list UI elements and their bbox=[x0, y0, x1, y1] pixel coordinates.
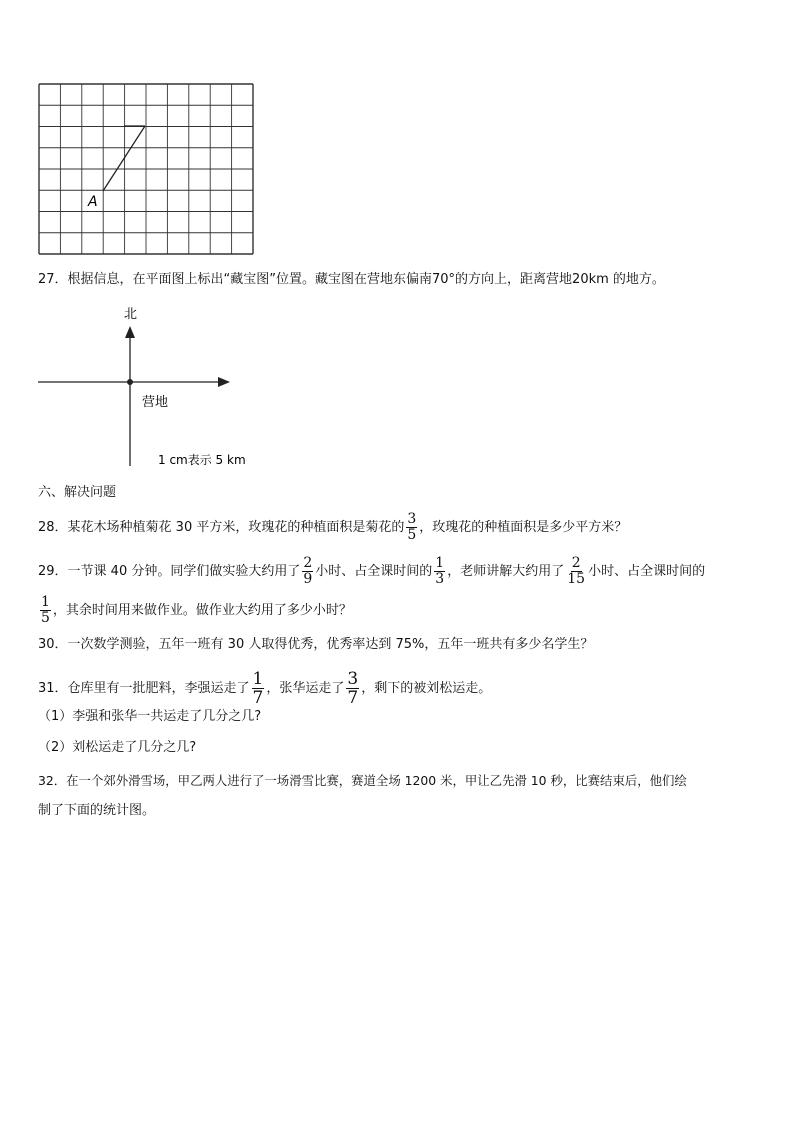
grid-segment-diagonal bbox=[103, 126, 145, 191]
section-title: 六、解决问题 bbox=[38, 485, 117, 500]
origin-point bbox=[127, 379, 133, 385]
fraction-1-5: $\frac{1}{5}$ bbox=[41, 594, 50, 626]
grid-lines bbox=[39, 84, 253, 254]
question-27: 27．根据信息，在平面图上标出“藏宝图”位置。藏宝图在营地东偏南70°的方向上，距离营地20km 的地方。 bbox=[38, 272, 665, 287]
grid-figure bbox=[38, 83, 254, 255]
compass-figure bbox=[36, 302, 256, 470]
grid-svg bbox=[38, 83, 254, 255]
scale-label: 1 cm表示 5 km bbox=[158, 453, 246, 467]
question-29-line-2: $\frac{1}{5}$ ，其余时间用来做作业。做作业大约用了多少小时？ bbox=[41, 594, 352, 626]
fraction-2-15: $\frac{2}{15}$ bbox=[567, 555, 586, 587]
question-28 bbox=[38, 512, 627, 543]
q28-text-2: ，玫瑰花的种植面积是多少平方米？ bbox=[419, 520, 628, 535]
east-arrow-head bbox=[218, 377, 230, 387]
q28-text-1: 28．某花木场种植菊花 30 平方米，玫瑰花的种植面积是菊花的 bbox=[38, 520, 405, 535]
question-31: 31．仓库里有一批肥料，李强运走了 $\frac{1}{7}$ ，张华运走了 $\frac{3}{7}$ ，剩下的被刘松运走。 bbox=[38, 669, 492, 708]
fraction-3-7: $\frac{3}{7}$ bbox=[347, 669, 359, 708]
question-31-sub-1: （1）李强和张华一共运走了几分之几? bbox=[38, 709, 262, 724]
question-30: 30．一次数学测验，五年一班有 30 人取得优秀，优秀率达到 75%，五年一班共有多少名学生？ bbox=[38, 637, 594, 652]
fraction-1-3: $\frac{1}{3}$ bbox=[435, 555, 445, 587]
question-31-sub-2: （2）刘松运走了几分之几? bbox=[38, 740, 197, 755]
compass-svg bbox=[36, 302, 256, 470]
north-label: 北 bbox=[124, 307, 138, 322]
point-a-label: A bbox=[88, 194, 98, 210]
fraction-2-9: $\frac{2}{9}$ bbox=[303, 555, 313, 587]
fraction-1-7: $\frac{1}{7}$ bbox=[252, 669, 264, 708]
fraction-3-5: $\frac{3}{5}$ bbox=[407, 511, 417, 543]
question-32-line-2: 制了下面的统计图。 bbox=[38, 803, 156, 818]
question-29-line-1: 29．一节课 40 分钟。同学们做实验大约用了 $\frac{2}{9}$ 小时、占全课时间的 $\frac{1}{3}$ ，老师讲解大约用了 $\frac{2}{15}$ 小时、占全课时间的 bbox=[38, 555, 706, 587]
north-arrow-head bbox=[125, 326, 135, 338]
origin-label: 营地 bbox=[142, 395, 169, 410]
question-32-line-1: 32．在一个郊外滑雪场，甲乙两人进行了一场滑雪比赛，赛道全场 1200 米，甲让乙先滑 10 秒，比赛结束后，他们绘 bbox=[38, 773, 687, 788]
